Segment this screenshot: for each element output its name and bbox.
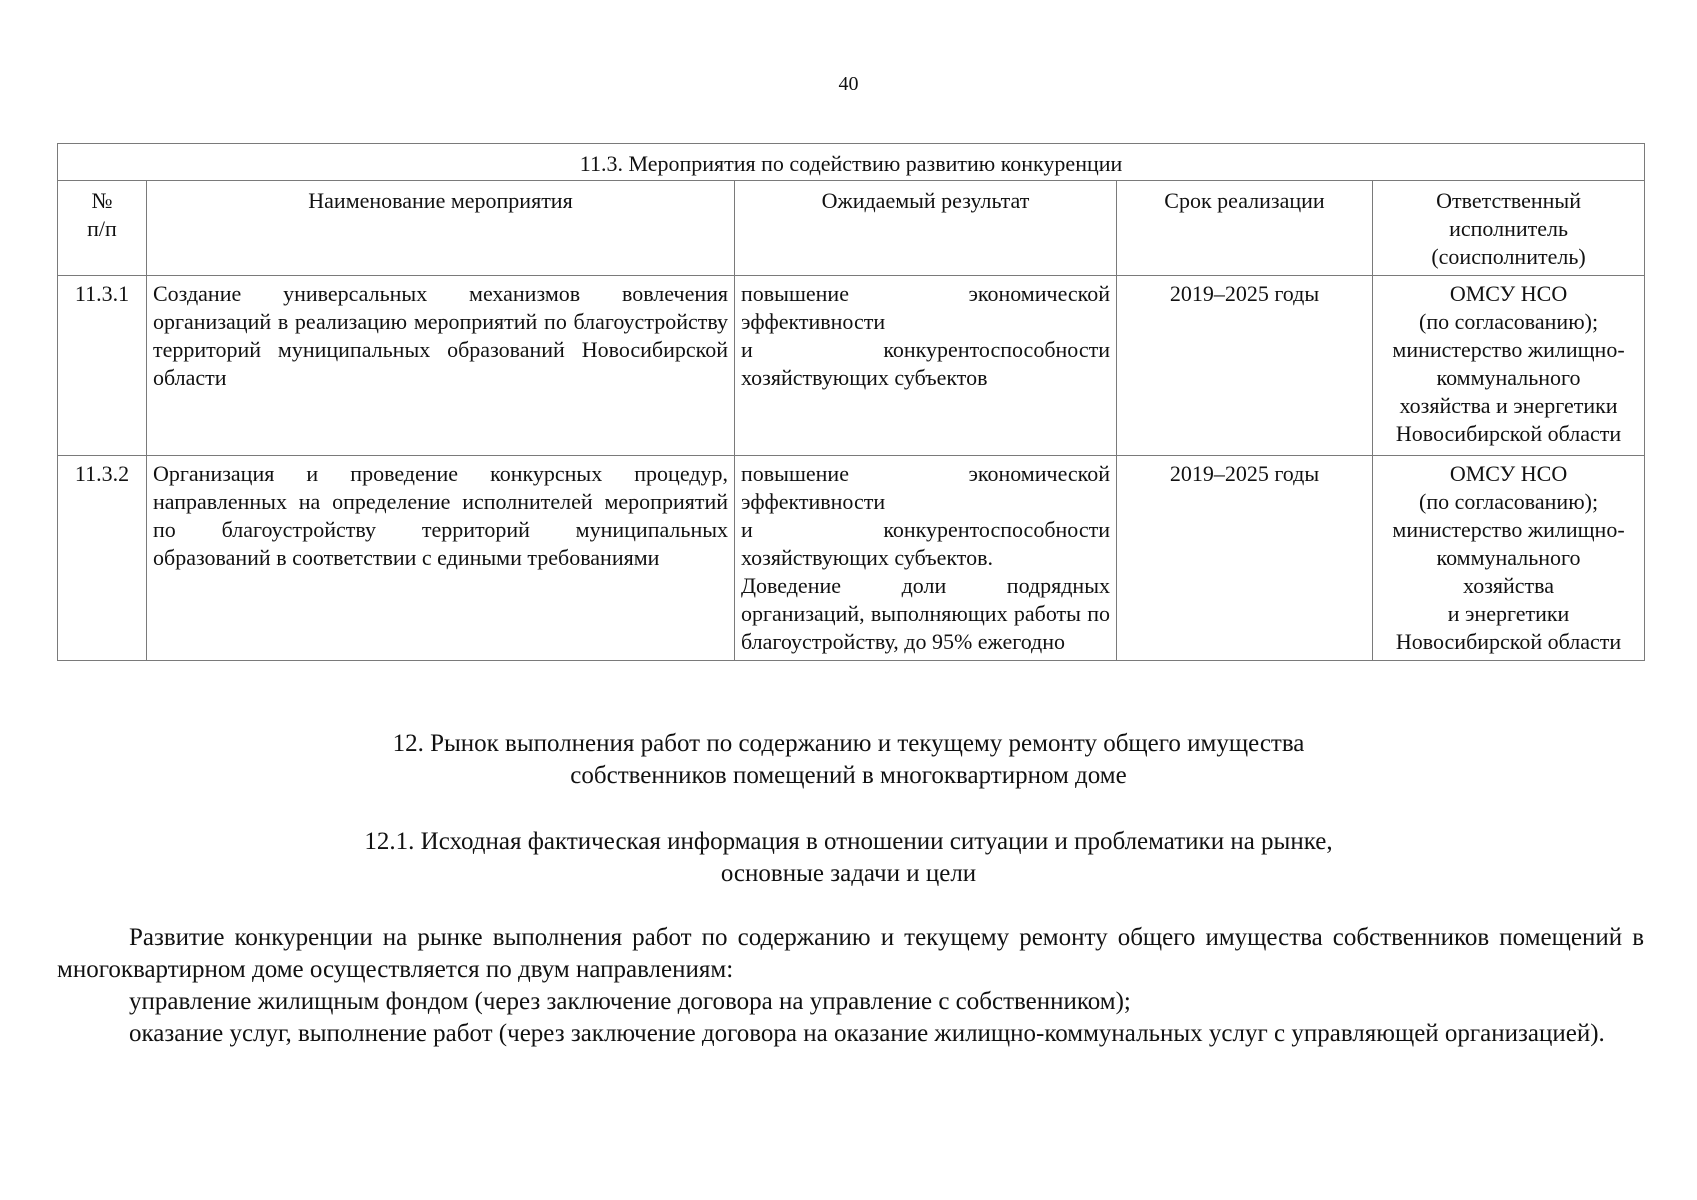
section-12-heading bbox=[0, 728, 1697, 792]
header-executor: Ответственный исполнитель (соисполнитель) bbox=[1373, 181, 1645, 276]
competition-measures-table bbox=[57, 143, 1645, 661]
row-result: повышение экономической эффективности и конкурентоспособности хозяйствующих субъектов. Доведение доли подрядных организаций, выполняющих работы по благоустройству, до 95% ежегодно bbox=[735, 456, 1117, 661]
table-caption: 11.3. Мероприятия по содействию развитию конкуренции bbox=[58, 144, 1645, 181]
row-name: Создание универсальных механизмов вовлечения организаций в реализацию мероприятий по благоустройству территорий муниципальных образований Новосибирской области bbox=[147, 276, 735, 456]
row-term: 2019–2025 годы bbox=[1117, 276, 1373, 456]
row-term: 2019–2025 годы bbox=[1117, 456, 1373, 661]
header-result: Ожидаемый результат bbox=[735, 181, 1117, 276]
row-name: Организация и проведение конкурсных процедур, направленных на определение исполнителей мероприятий по благоустройству территорий муниципальных образований в соответствии с едиными требованиями bbox=[147, 456, 735, 661]
section-12-1-title-line1: 12.1. Исходная фактическая информация в отношении ситуации и проблематики на рынке, bbox=[364, 828, 1333, 855]
section-12-1-title-line2: основные задачи и цели bbox=[720, 860, 977, 887]
row-executor: ОМСУ НСО (по согласованию); министерство жилищно-коммунального хозяйства и энергетики Новосибирской области bbox=[1373, 276, 1645, 456]
page-number: 40 bbox=[838, 73, 859, 95]
row-result: повышение экономической эффективности и конкурентоспособности хозяйствующих субъектов bbox=[735, 276, 1117, 456]
table-caption-row bbox=[58, 144, 1645, 181]
section-12-title-line1: 12. Рынок выполнения работ по содержанию и текущему ремонту общего имущества bbox=[392, 730, 1305, 757]
header-term: Срок реализации bbox=[1117, 181, 1373, 276]
table-row bbox=[58, 456, 1645, 661]
header-num: № п/п bbox=[58, 181, 147, 276]
body-text bbox=[57, 922, 1644, 1050]
row-num: 11.3.2 bbox=[58, 456, 147, 661]
row-executor: ОМСУ НСО (по согласованию); министерство жилищно-коммунального хозяйства и энергетики Новосибирской области bbox=[1373, 456, 1645, 661]
paragraph: управление жилищным фондом (через заключение договора на управление с собственником); bbox=[129, 988, 1131, 1015]
row-num: 11.3.1 bbox=[58, 276, 147, 456]
section-12-1-heading bbox=[0, 826, 1697, 890]
paragraph: оказание услуг, выполнение работ (через заключение договора на оказание жилищно-коммунальных услуг с управляющей организацией). bbox=[129, 1020, 1605, 1047]
table-header-row bbox=[58, 181, 1645, 276]
header-name: Наименование мероприятия bbox=[147, 181, 735, 276]
paragraph: Развитие конкуренции на рынке выполнения работ по содержанию и текущему ремонту общего имущества собственников помещений в многоквартирном доме осуществляется по двум направлениям: bbox=[57, 924, 1644, 983]
section-12-title-line2: собственников помещений в многоквартирном доме bbox=[570, 762, 1127, 789]
table-row bbox=[58, 276, 1645, 456]
